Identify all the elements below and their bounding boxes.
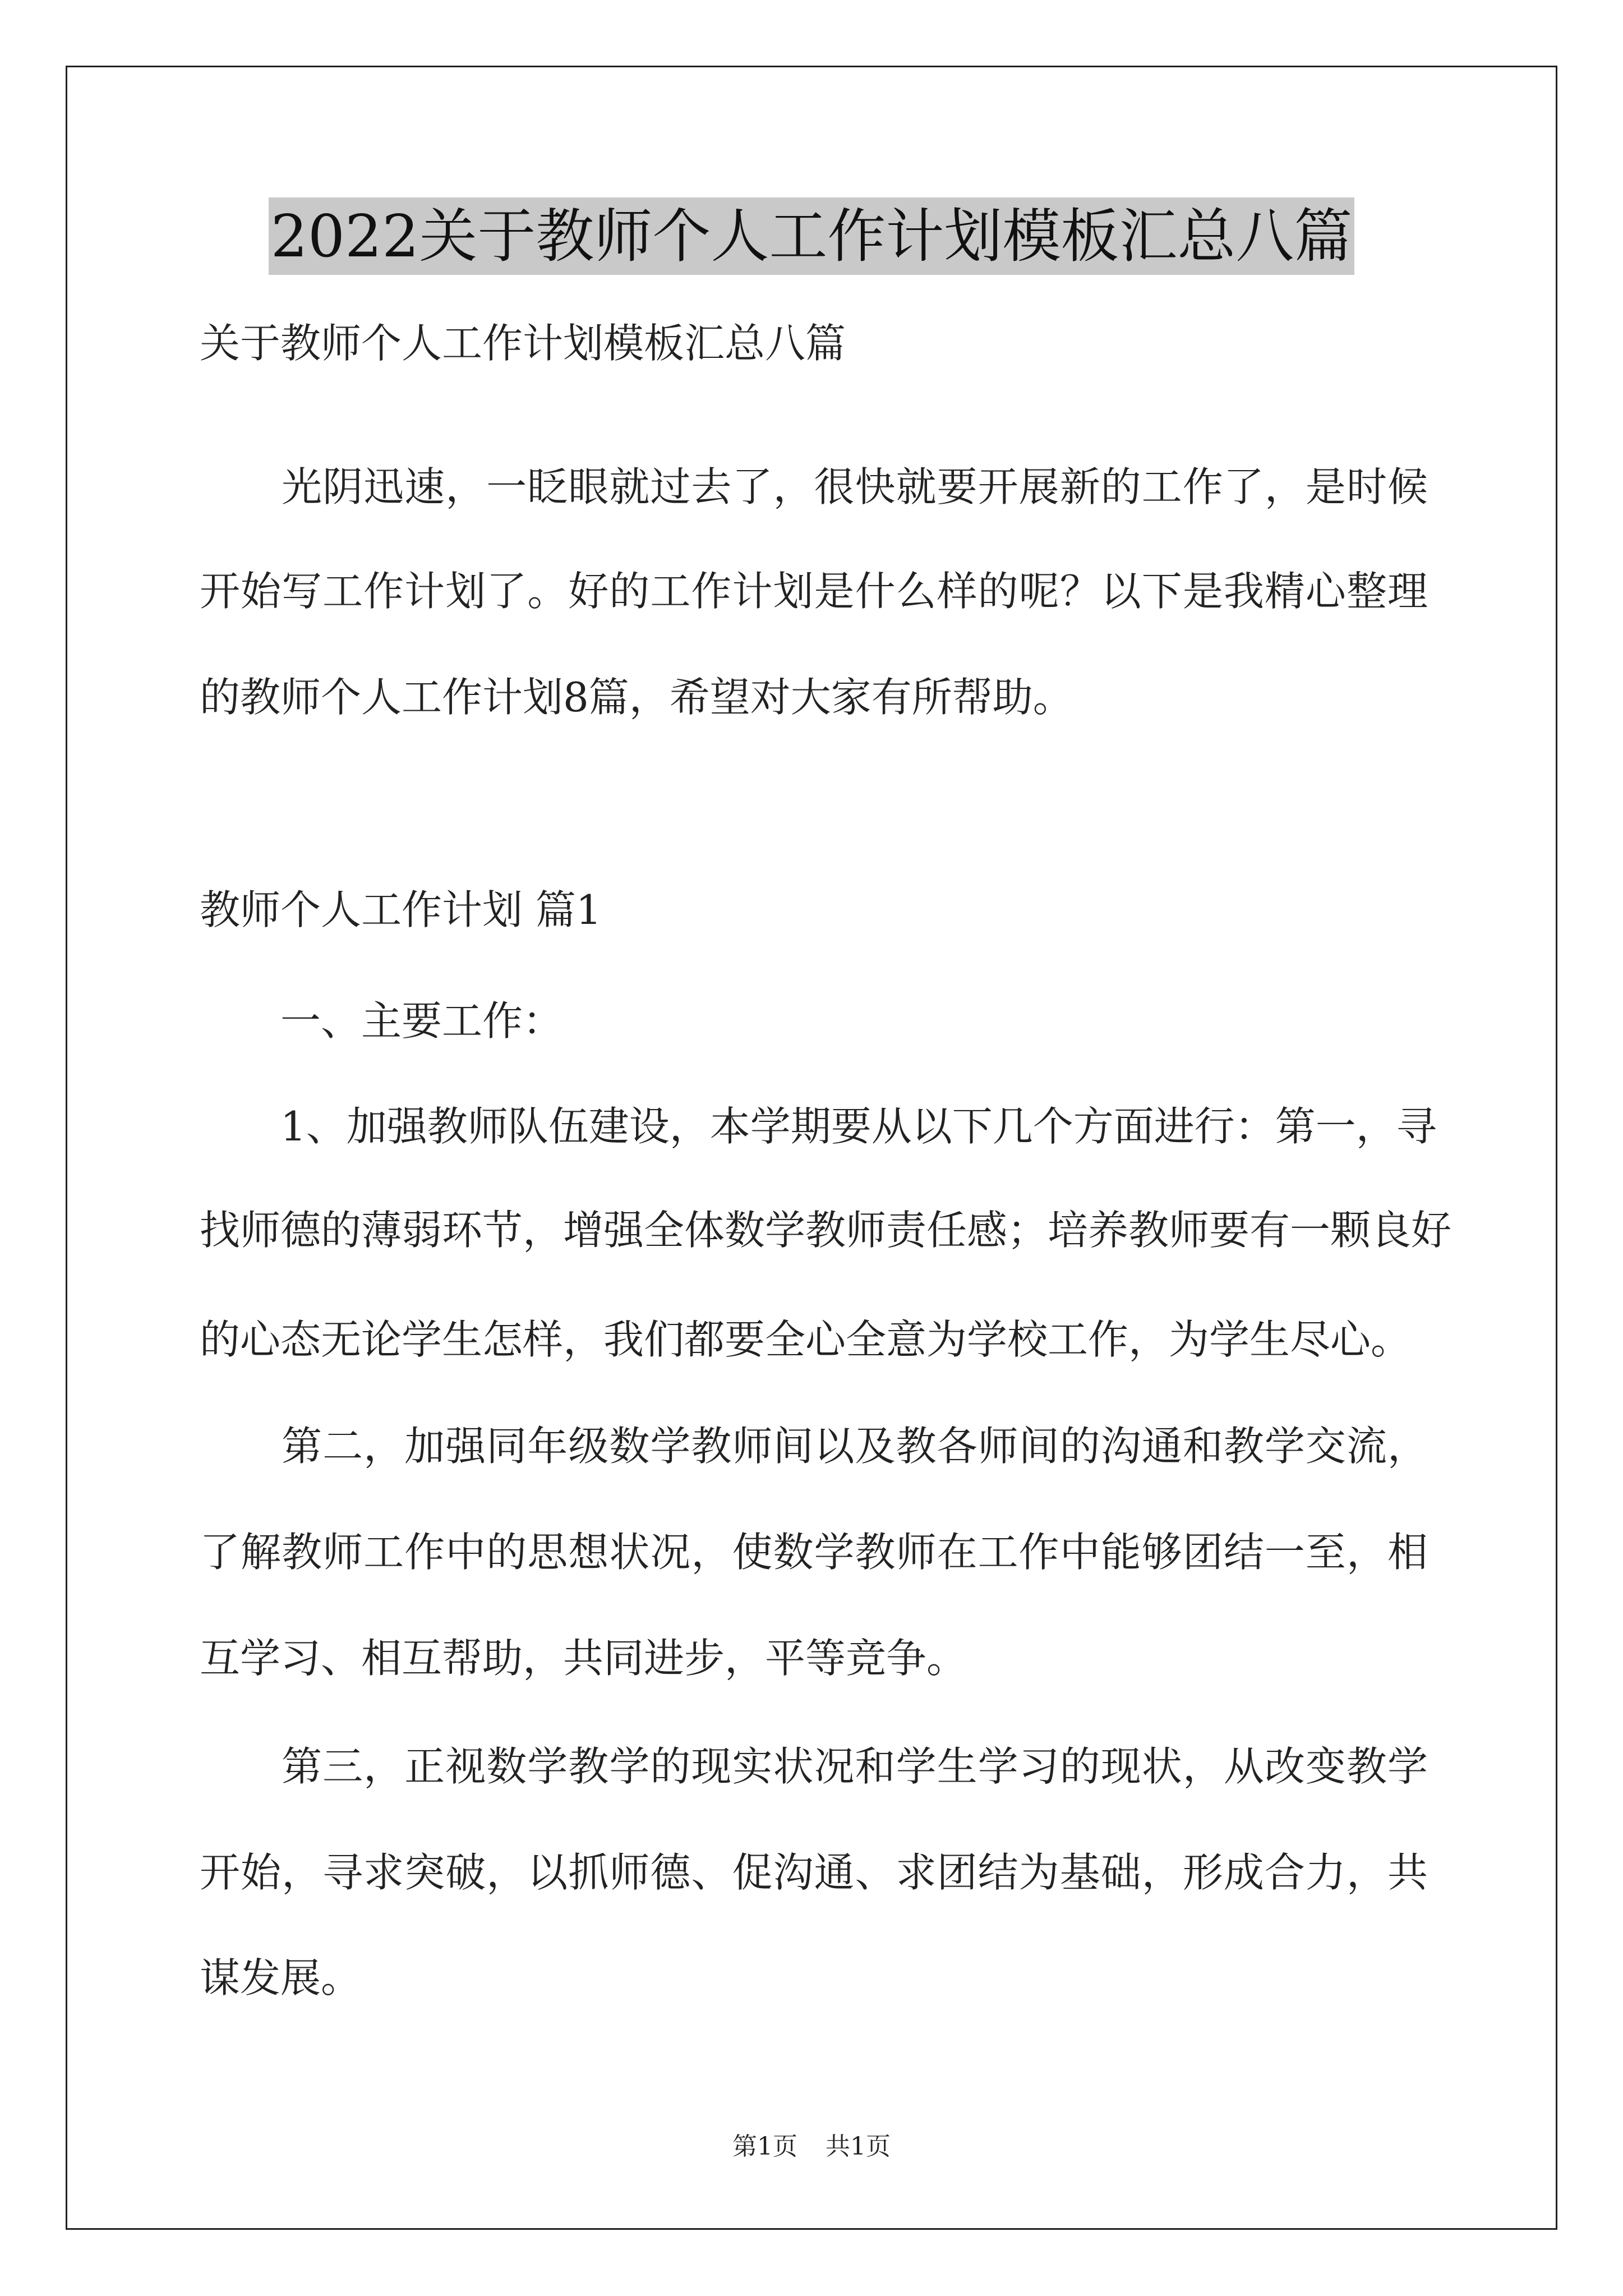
- page-total: 共1页: [826, 2132, 891, 2161]
- body-line-9: 谋发展。: [200, 1954, 362, 2001]
- section-heading: 教师个人工作计划 篇1: [200, 886, 602, 933]
- body-line-1: 1、加强教师队伍建设，本学期要从以下几个方面进行：第一，寻: [200, 1103, 1437, 1150]
- title-container: [0, 197, 1623, 275]
- body-line-7: 第三，正视数学教学的现实状况和学生学习的现状，从改变教学: [200, 1743, 1428, 1790]
- subtitle-line: 关于教师个人工作计划模板汇总八篇: [200, 320, 846, 367]
- page-footer: [0, 2126, 1623, 2162]
- intro-line-2: 开始写工作计划了。好的工作计划是什么样的呢？以下是我精心整理: [200, 568, 1428, 615]
- body-line-5: 了解教师工作中的思想状况，使数学教师在工作中能够团结一至，相: [200, 1529, 1428, 1576]
- body-line-3: 的心态无论学生怎样，我们都要全心全意为学校工作，为学生尽心。: [200, 1316, 1412, 1363]
- intro-line-3: 的教师个人工作计划8篇，希望对大家有所帮助。: [200, 674, 1073, 721]
- intro-line-1: 光阴迅速，一眨眼就过去了，很快就要开展新的工作了，是时候: [200, 463, 1428, 510]
- body-line-6: 互学习、相互帮助，共同进步，平等竞争。: [200, 1635, 967, 1682]
- section-subheading: 一、主要工作：: [200, 997, 564, 1045]
- page-number: 第1页: [732, 2132, 797, 2161]
- body-line-8: 开始，寻求突破，以抓师德、促沟通、求团结为基础，形成合力，共: [200, 1849, 1428, 1896]
- body-line-2: 找师德的薄弱环节，增强全体数学教师责任感；培养教师要有一颗良好: [200, 1207, 1452, 1254]
- body-line-4: 第二，加强同年级数学教师间以及教各师间的沟通和教学交流，: [200, 1423, 1428, 1470]
- document-title: 2022关于教师个人工作计划模板汇总八篇: [269, 197, 1355, 275]
